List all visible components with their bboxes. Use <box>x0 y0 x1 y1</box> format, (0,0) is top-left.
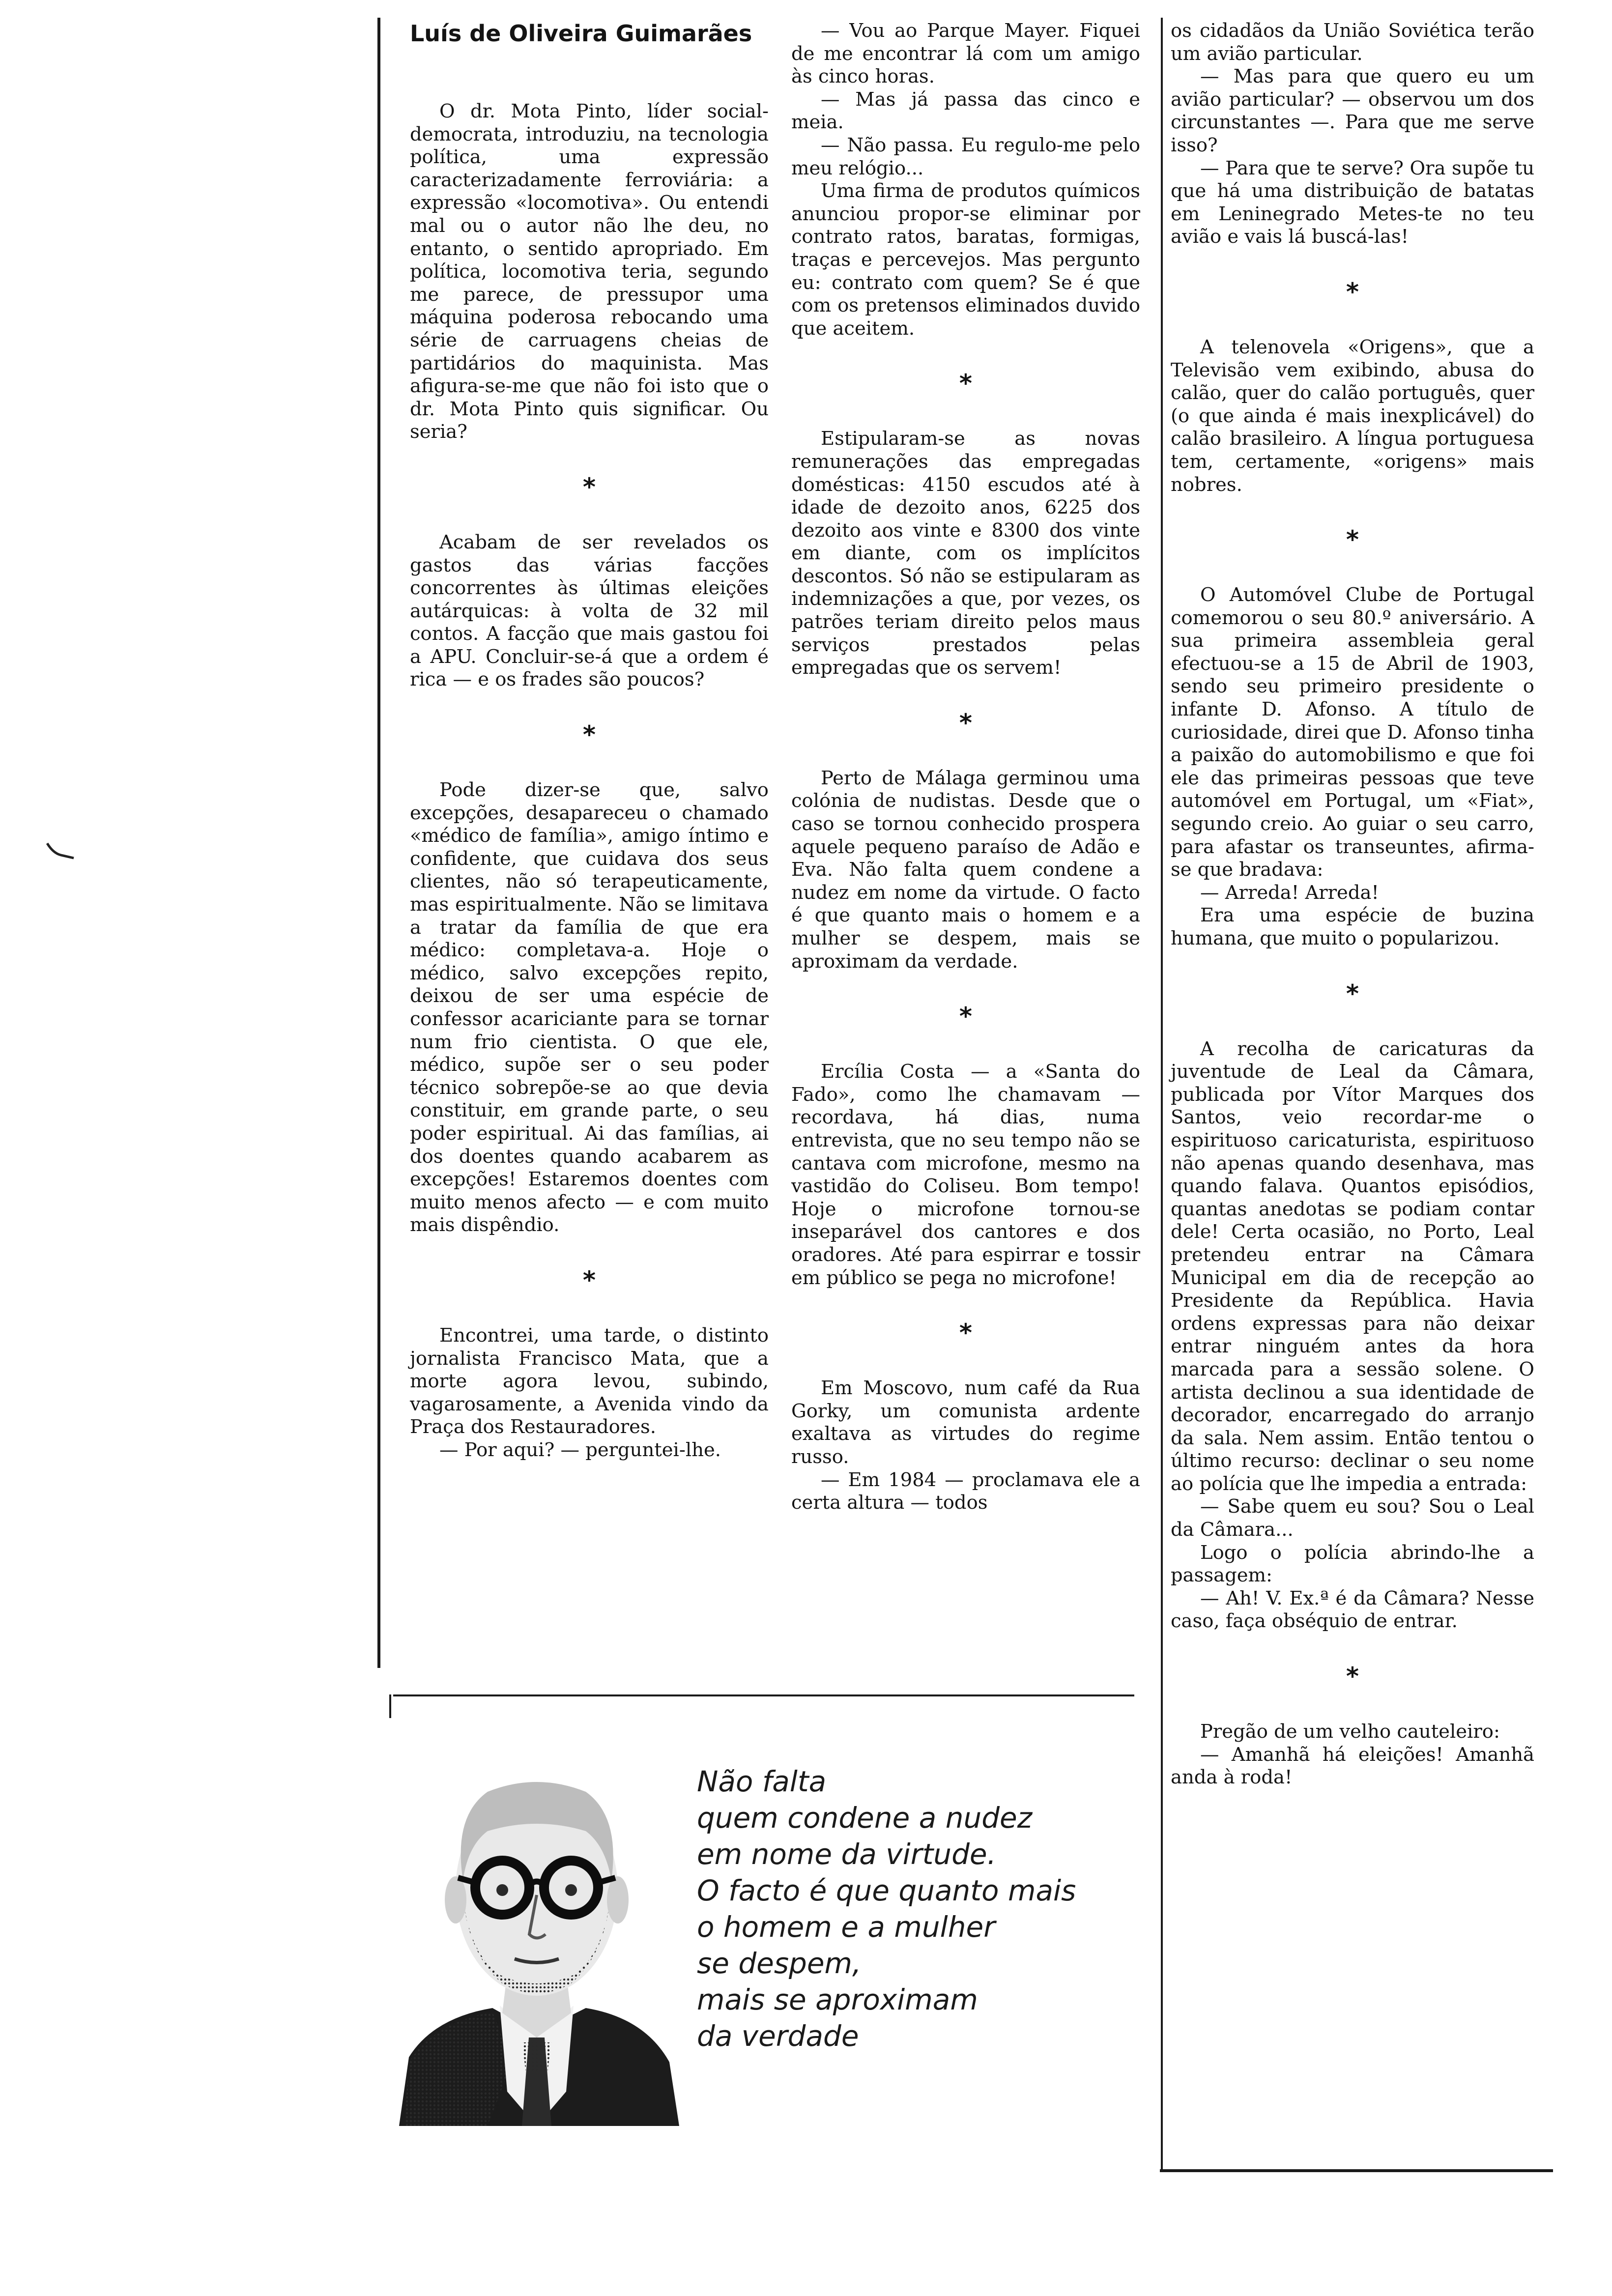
pull-quote-line: em nome da virtude. <box>697 1837 996 1871</box>
separator-asterisk: * <box>582 720 596 749</box>
column-rule-bottom <box>1160 2169 1553 2172</box>
pull-quote <box>697 1763 1139 2054</box>
separator-asterisk: * <box>959 369 973 398</box>
paragraph: — Ah! V. Ex.ª é da Câmara? Nesse caso, faça obséquio de entrar. <box>1171 1587 1534 1633</box>
paragraph: — Não passa. Eu regulo-me pelo meu relógio... <box>791 134 1140 179</box>
paragraph: Em Moscovo, num café da Rua Gorky, um comunista ardente exaltava as virtudes do regime russo. <box>791 1377 1140 1468</box>
paragraph: Uma firma de produtos químicos anunciou propor-se eliminar por contrato ratos, baratas, formigas, traças e percevejos. Mas pergunto eu: contrato com quem? Se é que com os pretensos eliminados duvido que aceitem. <box>791 180 1140 340</box>
column-3 <box>1171 20 1534 1789</box>
separator-asterisk: * <box>959 1002 973 1031</box>
scan-mark <box>46 841 76 861</box>
pull-quote-line: se despem, <box>697 1947 862 1980</box>
separator-asterisk: * <box>959 1319 973 1348</box>
paragraph: — Mas para que quero eu um avião particular? — observou um dos circunstantes —. Para que me serve isso? <box>1171 65 1534 156</box>
paragraph: Ercília Costa — a «Santa do Fado», como lhe chamavam — recordava, há dias, numa entrevista, que no seu tempo não se cantava com microfone, mesmo na vastidão do Coliseu. Bom tempo! Hoje o microfone tornou-se inseparável dos cantores e dos oradores. Até para espirrar e tossir em público se pega no microfone! <box>791 1061 1140 1289</box>
pull-quote-line: da verdade <box>697 2019 859 2053</box>
column-rule-right <box>1161 18 1163 2170</box>
pull-quote-line: Não falta <box>697 1765 827 1798</box>
paragraph: Pregão de um velho cauteleiro: <box>1200 1721 1500 1743</box>
separator-asterisk: * <box>582 1265 596 1294</box>
separator-asterisk: * <box>1346 1662 1359 1691</box>
author-portrait <box>389 1718 684 2126</box>
paragraph: Perto de Málaga germinou uma colónia de nudistas. Desde que o caso se tornou conhecido prospera aquele pequeno paraíso de Adão e Eva. Não falta quem condene a nudez em nome da virtude. O facto é que quanto mais o homem e a mulher se despem, mais se aproximam da verdade. <box>791 767 1140 973</box>
paragraph: — Amanhã há eleições! Amanhã anda à roda! <box>1171 1743 1534 1789</box>
separator-asterisk: * <box>582 472 596 501</box>
pull-quote-line: o homem e a mulher <box>697 1910 996 1944</box>
paragraph: — Para que te serve? Ora supõe tu que há uma distribuição de batatas em Leninegrado Metes-te no teu avião e vais lá buscá-las! <box>1171 157 1534 248</box>
paragraph: — Mas já passa das cinco e meia. <box>791 88 1140 134</box>
pull-quote-line: O facto é que quanto mais <box>697 1874 1076 1907</box>
separator-asterisk: * <box>1346 277 1359 306</box>
paragraph: — Vou ao Parque Mayer. Fiquei de me encontrar lá com um amigo às cinco horas. <box>791 20 1140 88</box>
column-2 <box>791 20 1140 1515</box>
paragraph: — Arreda! Arreda! <box>1200 881 1379 904</box>
paragraph: Acabam de ser revelados os gastos das várias facções concorrentes às últimas eleições autárquicas: à volta de 32 mil contos. A facção que mais gastou foi a APU. Concluir-se-á que a ordem é rica — e os frades são poucos? <box>410 531 769 691</box>
paragraph: — Por aqui? — perguntei-lhe. <box>439 1438 721 1461</box>
paragraph: A recolha de caricaturas da juventude de Leal da Câmara, publicada por Vítor Marques dos Santos, veio recordar-me o espirituoso caricaturista, espirituoso não apenas quando desenhava, mas quando falava. Quantos episódios, quantas anedotas se podiam contar dele! Certa ocasião, no Porto, Leal pretendeu entrar na Câmara Municipal em dia de recepção ao Presidente da República. Havia ordens expressas para não deixar entrar ninguém antes da hora marcada para a sessão solene. O artista declinou a sua identidade de decorador, encarregado do arranjo da sala. Nem assim. Então tentou o último recurso: declinar o seu nome ao polícia que lhe impedia a entrada: <box>1171 1037 1534 1495</box>
column-1 <box>410 20 769 1462</box>
paragraph: Pode dizer-se que, salvo excepções, desapareceu o chamado «médico de família», amigo íntimo e confidente, que cuidava dos seus clientes, não só terapeuticamente, mas espiritualmente. Não se limitava a tratar da família de que era médico: completava-a. Hoje o médico, salvo excepções repito, deixou de ser uma espécie de confessor acariciante para se tornar num frio cientista. O que ele, médico, supõe ser o seu poder técnico sobrepõe-se ao que devia constituir, em grande parte, o seu poder espiritual. Ai das famílias, ai dos doentes quando acabarem as excepções! Estaremos doentes com muito menos afecto — e com muito mais dispêndio. <box>410 779 769 1236</box>
paragraph: — Sabe quem eu sou? Sou o Leal da Câmara... <box>1171 1495 1534 1541</box>
paragraph: Encontrei, uma tarde, o distinto jornalista Francisco Mata, que a morte agora levou, subindo, vagarosamente, a Avenida vindo da Praça dos Restauradores. <box>410 1324 769 1438</box>
paragraph: O Automóvel Clube de Portugal comemorou o seu 80.º aniversário. A sua primeira assembleia geral efectuou-se a 15 de Abril de 1903, sendo seu primeiro presidente o infante D. Afonso. A título de curiosidade, direi que D. Afonso tinha a paixão do automobilismo e que foi ele das primeiras pessoas que teve automóvel em Portugal, um «Fiat», segundo creio. Ao guiar o seu carro, para afastar os transeuntes, afirma-se que bradava: <box>1171 584 1534 881</box>
paragraph: O dr. Mota Pinto, líder social-democrata, introduziu, na tecnologia política, uma expressão caracterizadamente ferroviária: a expressão «locomotiva». Ou entendi mal ou o autor não lhe deu, no entanto, o sentido apropriado. Em política, locomotiva teria, segundo me parece, de pressupor uma máquina poderosa rebocando uma série de carruagens cheias de partidários do maquinista. Mas afigura-se-me que não foi isto que o dr. Mota Pinto quis significar. Ou seria? <box>410 100 769 443</box>
byline: Luís de Oliveira Guimarães <box>410 20 752 47</box>
paragraph: Logo o polícia abrindo-lhe a passagem: <box>1171 1541 1534 1587</box>
paragraph: — Em 1984 — proclamava ele a certa altura — todos <box>791 1468 1140 1514</box>
paragraph: A telenovela «Origens», que a Televisão vem exibindo, abusa do calão, quer do calão português, quer (o que ainda é mais inexplicável) do calão brasileiro. A língua portuguesa tem, certamente, «origens» mais nobres. <box>1171 336 1534 496</box>
paragraph: os cidadãos da União Soviética terão um avião particular. <box>1171 20 1534 65</box>
paragraph: Estipularam-se as novas remunerações das empregadas domésticas: 4150 escudos até à idade de dezoito anos, 6225 dos dezoito aos vinte e 8300 dos vinte em diante, com os implícitos descontos. Só não se estipularam as indemnizações a que, por vezes, os patrões teriam direito pelos maus serviços prestados pelas empregadas que os servem! <box>791 428 1140 679</box>
separator-asterisk: * <box>1346 525 1359 554</box>
pull-quote-line: quem condene a nudez <box>697 1801 1033 1835</box>
photo-box-top-rule <box>393 1694 1134 1696</box>
pull-quote-line: mais se aproximam <box>697 1983 978 2016</box>
separator-asterisk: * <box>959 708 973 737</box>
column-rule-left <box>377 18 380 1668</box>
paragraph: Era uma espécie de buzina humana, que muito o popularizou. <box>1171 904 1534 949</box>
separator-asterisk: * <box>1346 979 1359 1008</box>
